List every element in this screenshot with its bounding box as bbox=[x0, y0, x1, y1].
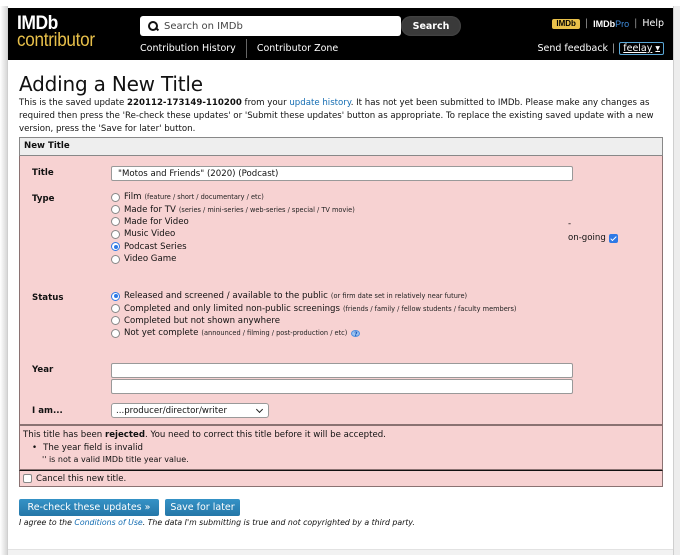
agreement-text bbox=[19, 518, 415, 527]
cancel-label: Cancel this new title. bbox=[36, 473, 127, 484]
cancel-row[interactable] bbox=[19, 470, 663, 487]
save-for-later-button[interactable]: Save for later bbox=[165, 499, 240, 516]
radio-button[interactable] bbox=[111, 304, 120, 313]
window-top-edge bbox=[0, 0, 680, 8]
type-option-video-game[interactable] bbox=[111, 253, 355, 265]
type-option-film[interactable] bbox=[111, 191, 355, 203]
rejection-summary bbox=[23, 429, 662, 442]
new-title-form bbox=[19, 156, 663, 425]
radio-button[interactable] bbox=[111, 230, 120, 239]
year-end-input[interactable] bbox=[111, 379, 573, 394]
role-select[interactable] bbox=[111, 403, 269, 418]
radio-button[interactable] bbox=[111, 316, 120, 325]
status-label: Status bbox=[32, 293, 64, 303]
window-left-edge bbox=[0, 6, 8, 555]
feedback-row bbox=[537, 42, 664, 55]
option-hint: (feature / short / documentary / etc) bbox=[144, 193, 264, 202]
caret-down-icon: ▼ bbox=[655, 45, 660, 52]
header-nav bbox=[140, 39, 348, 58]
radio-button-selected[interactable] bbox=[111, 292, 120, 301]
nav-divider bbox=[246, 39, 247, 58]
logo-imdb-text: IMDb bbox=[17, 13, 58, 34]
ongoing-checkbox[interactable] bbox=[609, 234, 618, 243]
error-status: rejected bbox=[104, 430, 145, 440]
role-select-value: ...producer/director/writer bbox=[116, 405, 227, 416]
intro-text-3: . It has not yet been submitted to IMDb. Please make any changes as required then press the 'Re-check these updates' or 'Submit these updates' button as appropriate. To replace the existing saved update with a new version, press the 'Save for later' button. bbox=[19, 98, 654, 134]
imdb-contributor-logo[interactable] bbox=[17, 15, 127, 50]
imdbpro-link[interactable] bbox=[593, 19, 629, 29]
intro-text-1: This is the saved update bbox=[19, 98, 128, 108]
cancel-checkbox[interactable] bbox=[23, 474, 32, 483]
error-text: . You need to correct this title before it will be accepted. bbox=[145, 430, 386, 440]
title-input[interactable] bbox=[111, 166, 573, 181]
send-feedback-link[interactable]: Send feedback bbox=[537, 43, 609, 54]
imdb-home-link[interactable]: IMDb bbox=[552, 19, 580, 29]
type-label: Type bbox=[32, 194, 55, 204]
divider: | bbox=[584, 18, 589, 29]
search-box[interactable] bbox=[140, 16, 401, 36]
logo-contributor-text: contributor bbox=[17, 30, 95, 51]
type-radio-group bbox=[111, 191, 355, 265]
intro-text bbox=[19, 97, 669, 135]
error-list bbox=[23, 442, 662, 455]
agreement-prefix: I agree to the bbox=[19, 518, 75, 527]
option-label: Music Video bbox=[124, 229, 176, 240]
radio-button-selected[interactable] bbox=[111, 242, 120, 251]
update-id: 220112-173149-110200 bbox=[127, 98, 242, 108]
chevron-down-icon bbox=[256, 405, 263, 412]
radio-button[interactable] bbox=[111, 329, 120, 338]
option-label: Podcast Series bbox=[124, 241, 187, 252]
error-item: • The year field is invalid bbox=[32, 442, 662, 455]
radio-button[interactable] bbox=[111, 217, 120, 226]
status-option-limited-screenings[interactable] bbox=[111, 302, 517, 314]
nav-contribution-history[interactable]: Contribution History bbox=[140, 43, 236, 54]
title-label: Title bbox=[32, 168, 54, 178]
error-text: This title has been bbox=[23, 430, 105, 440]
imdbpro-prefix: IMDb bbox=[593, 18, 616, 29]
page bbox=[8, 8, 673, 549]
option-hint: (or firm date set in relatively near future) bbox=[330, 292, 468, 301]
option-hint: (series / mini-series / web-series / special / TV movie) bbox=[178, 205, 355, 214]
option-label: Made for TV bbox=[124, 204, 176, 215]
type-option-music-video[interactable] bbox=[111, 228, 355, 240]
recheck-updates-button[interactable]: Re-check these updates » bbox=[19, 499, 159, 516]
user-menu[interactable] bbox=[619, 42, 664, 55]
year-start-input[interactable] bbox=[111, 363, 573, 378]
divider: | bbox=[612, 43, 616, 54]
top-right-links bbox=[552, 18, 664, 29]
status-option-released[interactable] bbox=[111, 290, 517, 302]
type-option-made-for-tv[interactable] bbox=[111, 203, 355, 215]
option-hint: (friends / family / fellow students / faculty members) bbox=[342, 304, 517, 313]
radio-button[interactable] bbox=[111, 205, 120, 214]
intro-text-2: from your bbox=[241, 98, 290, 108]
help-link[interactable]: Help bbox=[642, 18, 664, 29]
window-bottom-edge bbox=[8, 549, 673, 555]
page-title: Adding a New Title bbox=[19, 72, 203, 96]
help-icon[interactable]: ? bbox=[351, 330, 360, 337]
status-option-not-shown[interactable] bbox=[111, 315, 517, 327]
radio-button[interactable] bbox=[111, 255, 120, 264]
status-option-not-complete[interactable] bbox=[111, 327, 517, 339]
ongoing-option[interactable] bbox=[568, 233, 618, 243]
scrollbar-track[interactable] bbox=[673, 6, 680, 555]
type-option-podcast-series[interactable] bbox=[111, 241, 355, 253]
option-hint: (announced / filming / post-production / etc) bbox=[201, 329, 348, 338]
error-detail: '' is not a valid IMDb title year value. bbox=[42, 455, 189, 464]
conditions-of-use-link[interactable]: Conditions of Use bbox=[74, 518, 143, 527]
update-history-link[interactable]: update history bbox=[289, 98, 351, 108]
imdbpro-suffix: Pro bbox=[615, 18, 630, 29]
site-header bbox=[8, 8, 673, 60]
username: feelay bbox=[623, 43, 653, 54]
i-am-label: I am... bbox=[32, 406, 63, 416]
divider: | bbox=[634, 18, 638, 29]
option-label: Completed but not shown anywhere bbox=[124, 315, 280, 326]
option-label: Made for Video bbox=[124, 216, 189, 227]
option-label: Video Game bbox=[124, 254, 177, 265]
year-label: Year bbox=[32, 365, 54, 375]
option-label: Not yet complete bbox=[124, 328, 199, 339]
search-button[interactable]: Search bbox=[401, 16, 461, 36]
search-input[interactable] bbox=[164, 21, 384, 32]
agreement-suffix: . The data I'm submitting is true and not copyrighted by a third party. bbox=[142, 518, 415, 527]
ongoing-label: on-going bbox=[568, 233, 606, 243]
type-option-made-for-video[interactable] bbox=[111, 216, 355, 228]
search-icon bbox=[148, 21, 158, 31]
nav-contributor-zone[interactable]: Contributor Zone bbox=[256, 43, 339, 54]
section-header-new-title: New Title bbox=[19, 137, 663, 156]
option-label: Film bbox=[124, 192, 142, 203]
year-range-dash: - bbox=[568, 219, 572, 229]
radio-button[interactable] bbox=[111, 193, 120, 202]
option-label: Released and screened / available to the public bbox=[124, 291, 328, 302]
status-radio-group bbox=[111, 290, 517, 340]
option-label: Completed and only limited non-public screenings bbox=[124, 303, 340, 314]
rejection-message bbox=[19, 425, 663, 470]
